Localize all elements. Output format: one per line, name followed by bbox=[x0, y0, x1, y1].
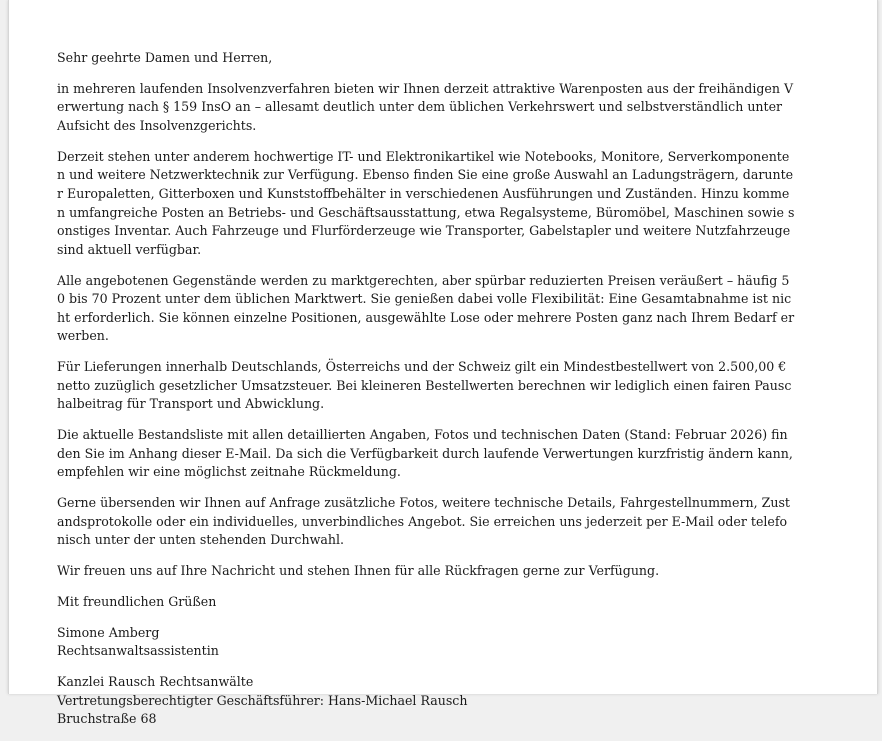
paragraph-inventory: Derzeit stehen unter anderem hochwertige IT- und Elektronikartikel wie Notebooks, Monitore, Serverkomponenten und weitere Netzwerktechnik zur Verfügung. Ebenso finden Sie eine große Auswahl an Ladungsträgern, darunter Europaletten, Gitterboxen und Kunststoffbehälter in verschiedenen Ausführungen und Zuständen. Hinzu kommen umfangreiche Posten an Betriebs- und Geschäftsausstattung, etwa Regalsysteme, Büromöbel, Maschinen sowie sonstiges Inventar. Auch Fahrzeuge und Flurförderzeuge wie Transporter, Gabelstapler und weitere Nutzfahrzeuge sind aktuell verfügbar. bbox=[57, 148, 795, 257]
company-representative: Vertretungsberechtigter Geschäftsführer: Hans-Michael Rausch bbox=[57, 692, 468, 708]
paragraph-contact: Gerne übersenden wir Ihnen auf Anfrage zusätzliche Fotos, weitere technische Details, Fahrgestellnummern, Zustandsprotokolle oder ein individuelles, unverbindliches Angebot. Sie erreichen uns jederzeit per E-Mail oder telefonisch unter der unten stehenden Durchwahl. bbox=[57, 495, 790, 548]
paragraph-closing-remark: Wir freuen uns auf Ihre Nachricht und stehen Ihnen für alle Rückfragen gerne zur Verfügung. bbox=[57, 562, 660, 578]
paragraph-pricing: Alle angebotenen Gegenstände werden zu marktgerechten, aber spürbar reduzierten Preisen veräußert – häufig 50 bis 70 Prozent unter dem üblichen Marktwert. Sie genießen dabei volle Flexibilität: Eine Gesamtabnahme ist nicht erforderlich. Sie können einzelne Positionen, ausgewählte Lose oder mehrere Posten ganz nach Ihrem Bedarf erwerben. bbox=[57, 272, 795, 344]
signature-block bbox=[57, 624, 795, 661]
email-body-page bbox=[8, 0, 878, 727]
paragraph-delivery: Für Lieferungen innerhalb Deutschlands, Österreichs und der Schweiz gilt ein Mindestbestellwert von 2.500,00 € netto zuzüglich gesetzlicher Umsatzsteuer. Bei kleineren Bestellwerten berechnen wir lediglich einen fairen Pauschalbeitrag für Transport und Abwicklung. bbox=[57, 359, 792, 412]
paragraph-intro: in mehreren laufenden Insolvenzverfahren bieten wir Ihnen derzeit attraktive Warenposten aus der freihändigen Verwertung nach § 159 InsO an – allesamt deutlich unter dem üblichen Verkehrswert und selbstverständlich unter Aufsicht des Insolvenzgerichts. bbox=[57, 80, 794, 133]
salutation: Sehr geehrte Damen und Herren, bbox=[57, 50, 273, 65]
paragraph-stock-list: Die aktuelle Bestandsliste mit allen detaillierten Angaben, Fotos und technischen Daten (Stand: Februar 2026) finden Sie im Anhang dieser E-Mail. Da sich die Verfügbarkeit durch laufende Verwertungen kurzfristig ändern kann, empfehlen wir eine möglichst zeitnahe Rückmeldung. bbox=[57, 427, 793, 480]
closing-greeting: Mit freundlichen Grüßen bbox=[57, 593, 217, 609]
signatory-title: Rechtsanwaltsassistentin bbox=[57, 643, 219, 659]
company-street: Bruchstraße 68 bbox=[57, 711, 157, 727]
company-block bbox=[57, 673, 795, 729]
signatory-name: Simone Amberg bbox=[57, 624, 160, 640]
letter-content bbox=[57, 49, 795, 741]
company-name: Kanzlei Rausch Rechtsanwälte bbox=[57, 673, 254, 689]
